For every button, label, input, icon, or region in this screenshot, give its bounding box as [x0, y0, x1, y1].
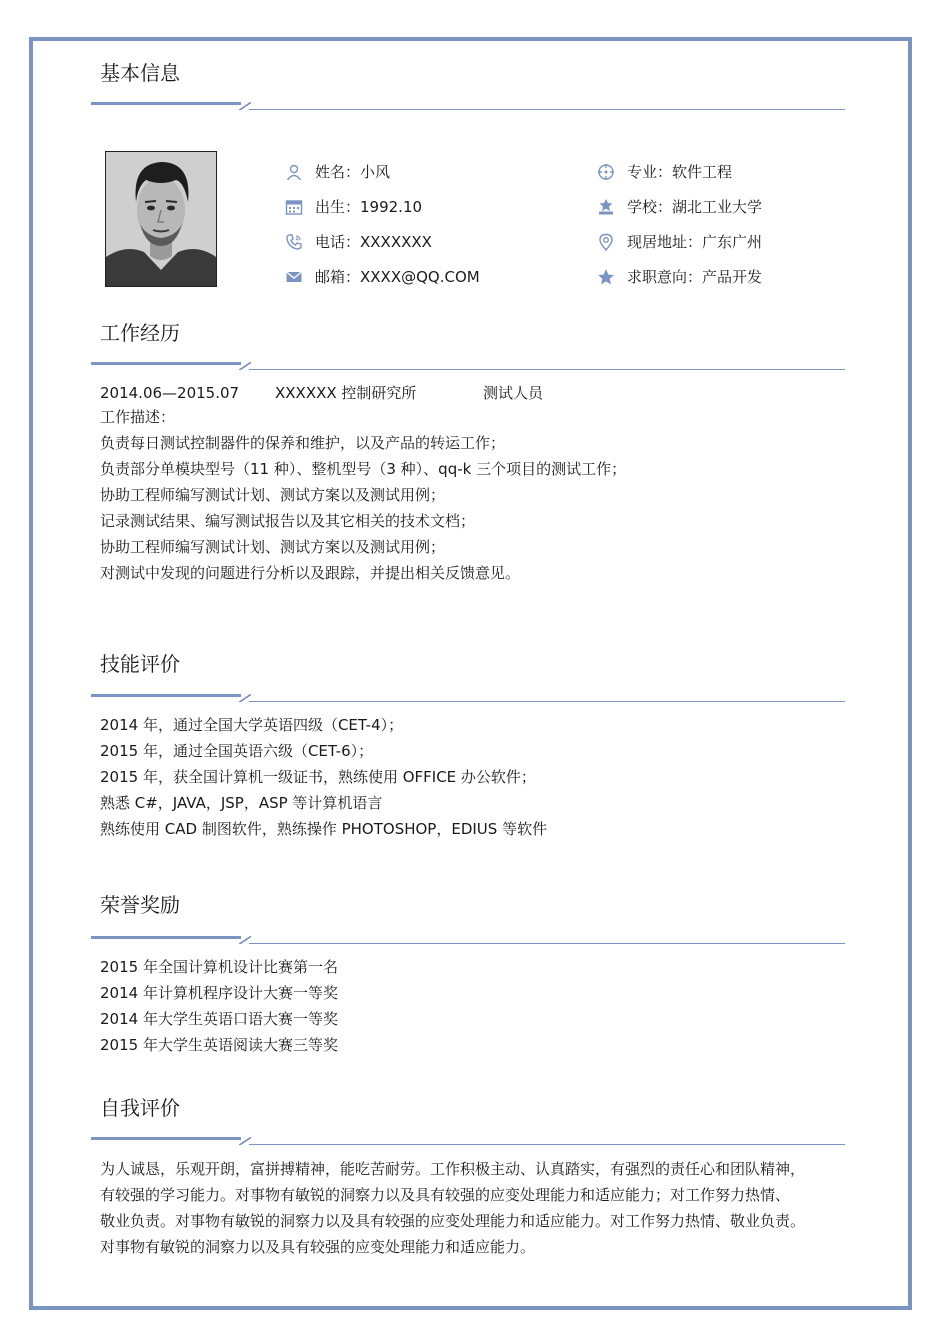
- paragraph-line: 对事物有敏锐的洞察力以及具有较强的应变处理能力和适应能力。: [100, 1238, 536, 1256]
- section-divider: [91, 362, 845, 370]
- school-icon: [597, 198, 615, 216]
- list-item: 2015 年，通过全国英语六级（CET-6）；: [100, 742, 374, 760]
- mail-icon: [285, 268, 303, 286]
- list-item: 记录测试结果、编写测试报告以及其它相关的技术文档；: [100, 512, 476, 530]
- job-role: 测试人员: [483, 384, 544, 402]
- skills-list: [100, 712, 547, 842]
- list-item: 协助工程师编写测试计划、测试方案以及测试用例；: [100, 486, 446, 504]
- paragraph-line: 有较强的学习能力。对事物有敏锐的洞察力以及具有较强的应变处理能力和适应能力；对工作努力热情、: [100, 1186, 791, 1204]
- list-item: 2015 年全国计算机设计比赛第一名: [100, 958, 338, 976]
- profile-photo: [105, 151, 217, 287]
- location-pin-icon: [597, 233, 615, 251]
- list-item: 2014 年计算机程序设计大赛一等奖: [100, 984, 338, 1002]
- section-title-skills: 技能评价: [100, 652, 180, 676]
- paragraph-line: 敬业负责。对事物有敏锐的洞察力以及具有较强的应变处理能力和适应能力。对工作努力热情、敬业负责。: [100, 1212, 806, 1230]
- paragraph-line: 为人诚恳，乐观开朗，富拼搏精神，能吃苦耐劳。工作积极主动、认真踏实，有强烈的责任心和团队精神，: [100, 1160, 806, 1178]
- section-title-work: 工作经历: [100, 321, 180, 345]
- self-evaluation: [100, 1156, 805, 1260]
- list-item: 工作描述：: [100, 408, 176, 426]
- honors-list: [100, 954, 338, 1058]
- star-icon: [597, 268, 615, 286]
- job-description: [100, 404, 626, 586]
- job-period: 2014.06—2015.07: [100, 384, 240, 402]
- section-title-self: 自我评价: [100, 1096, 180, 1120]
- section-title-honors: 荣誉奖励: [100, 893, 180, 917]
- list-item: 负责每日测试控制器件的保养和维护，以及产品的转运工作；: [100, 434, 506, 452]
- compass-icon: [597, 163, 615, 181]
- section-divider: [91, 936, 845, 944]
- calendar-icon: [285, 198, 303, 216]
- section-divider: [91, 1137, 845, 1145]
- phone-icon: [285, 233, 303, 251]
- list-item: 2014 年，通过全国大学英语四级（CET-4）；: [100, 716, 404, 734]
- person-icon: [285, 163, 303, 181]
- list-item: 2014 年大学生英语口语大赛一等奖: [100, 1010, 338, 1028]
- list-item: 2015 年大学生英语阅读大赛三等奖: [100, 1036, 338, 1054]
- list-item: 熟悉 C#，JAVA，JSP，ASP 等计算机语言: [100, 794, 383, 812]
- list-item: 2015 年，获全国计算机一级证书，熟练使用 OFFICE 办公软件；: [100, 768, 536, 786]
- list-item: 对测试中发现的问题进行分析以及跟踪，并提出相关反馈意见。: [100, 564, 521, 582]
- portrait-image: [106, 152, 216, 286]
- list-item: 协助工程师编写测试计划、测试方案以及测试用例；: [100, 538, 446, 556]
- section-divider: [91, 694, 845, 702]
- list-item: 熟练使用 CAD 制图软件，熟练操作 PHOTOSHOP，EDIUS 等软件: [100, 820, 548, 838]
- section-title-basic: 基本信息: [100, 61, 180, 85]
- section-divider: [91, 102, 845, 110]
- list-item: 负责部分单模块型号（11 种）、整机型号（3 种）、qq-k 三个项目的测试工作；: [100, 460, 627, 478]
- job-company: XXXXXX 控制研究所: [275, 384, 417, 402]
